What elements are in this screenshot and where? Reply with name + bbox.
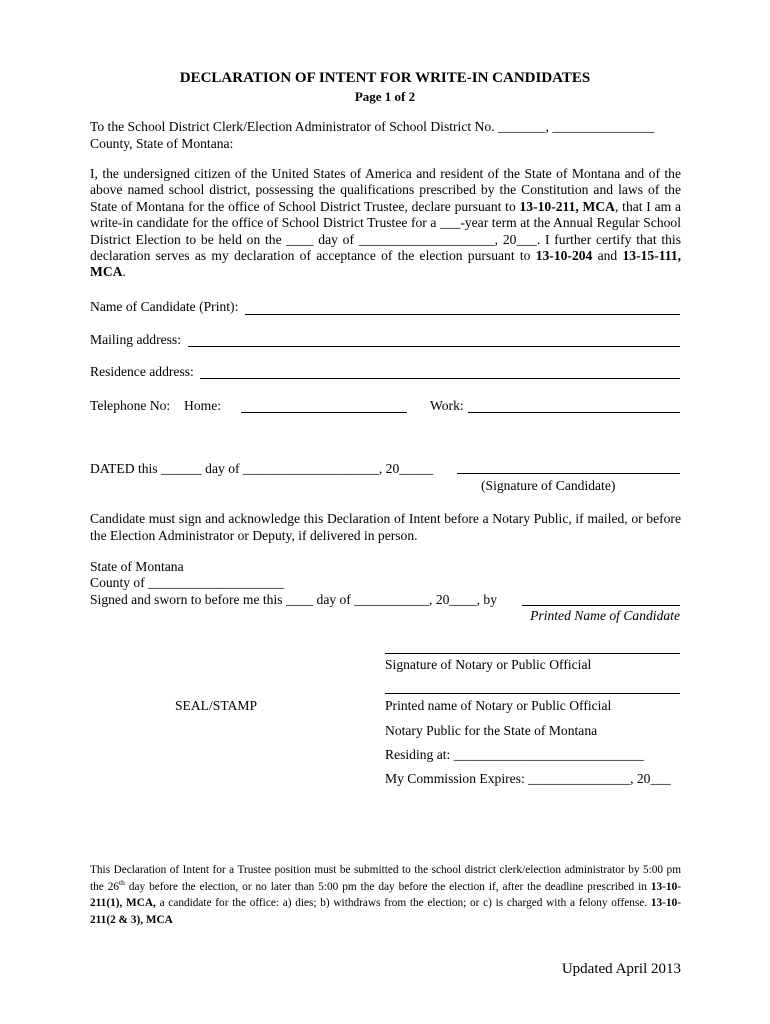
page-label: Page 1 of 2 (354, 89, 416, 104)
addressee-line-1: To the School District Clerk/Election Administrator of School District No. _______, _______________ (90, 119, 655, 134)
declaration-text-4: . (122, 264, 126, 280)
statute-ref-13-10-211: 13-10-211, MCA (519, 198, 616, 214)
work-phone-field[interactable] (468, 412, 680, 413)
dated-line: DATED this ______ day of ____________________, 20_____ (90, 461, 434, 476)
commission-expires-line: My Commission Expires: _______________, 20___ (385, 771, 671, 786)
home-phone-label: Home: (184, 398, 221, 413)
state-line: State of Montana (90, 559, 184, 574)
printed-name-caption: Printed Name of Candidate (530, 608, 680, 623)
candidate-signature-caption: (Signature of Candidate) (481, 478, 616, 493)
work-phone-label: Work: (430, 398, 464, 413)
candidate-signature-field[interactable] (457, 473, 680, 474)
seal-stamp-label: SEAL/STAMP (175, 698, 258, 713)
footer-note (90, 862, 681, 929)
footer-text-2: day before the election, or no later than 5:00 pm the day before the election if, after the deadline prescribed in (124, 880, 651, 893)
county-line: County of ____________________ (90, 575, 285, 590)
declaration-text-3: and (592, 248, 623, 264)
notary-instruction: Candidate must sign and acknowledge this Declaration of Intent before a Notary Public, if mailed, or before the Election Administrator or Deputy, if delivered in person. (90, 511, 681, 543)
residence-address-field[interactable] (200, 378, 680, 379)
residence-address-label: Residence address: (90, 364, 194, 379)
document-title: DECLARATION OF INTENT FOR WRITE-IN CANDIDATES (179, 70, 591, 86)
notary-printed-caption: Printed name of Notary or Public Official (385, 698, 612, 713)
mailing-address-label: Mailing address: (90, 332, 181, 347)
notary-printed-name-field[interactable] (385, 693, 680, 694)
residing-at-line: Residing at: ____________________________ (385, 747, 645, 762)
footer-statute-ref-1: 13-10-211(1), MCA, (90, 880, 681, 910)
statute-ref-13-15-111: 13-15-111, MCA (90, 248, 682, 280)
addressee-line-2: County, State of Montana: (90, 136, 234, 151)
printed-candidate-name-field[interactable] (522, 605, 680, 606)
telephone-label: Telephone No: (90, 398, 171, 413)
footer-statute-ref-2: 13-10-211(2 & 3), MCA (90, 897, 681, 927)
updated-date: Updated April 2013 (561, 961, 681, 977)
notary-for-state: Notary Public for the State of Montana (385, 723, 598, 738)
footer-text-3: a candidate for the office: a) dies; b) withdraws from the election; or c) is charged with a felony offense. (155, 897, 651, 910)
candidate-name-field[interactable] (245, 314, 680, 315)
sworn-line: Signed and sworn to before me this ____ day of ___________, 20____, by (90, 592, 498, 607)
footer-superscript: th (119, 877, 125, 887)
notary-signature-field[interactable] (385, 653, 680, 654)
declaration-text-2: , that I am a write-in candidate for the office of School District Trustee for a ___-year term at the Annual Regular School District Election to be held on the ____ day of ____________________, 20___. I further certify that this declaration serves as my declaration of acceptance of the election pursuant to (90, 198, 681, 264)
candidate-name-label: Name of Candidate (Print): (90, 299, 239, 314)
statute-ref-13-10-204: 13-10-204 (535, 248, 593, 264)
home-phone-field[interactable] (241, 412, 407, 413)
declaration-paragraph (90, 166, 681, 281)
declaration-text-1: I, the undersigned citizen of the United States of America and resident of the State of Montana and of the above named school district, possessing the qualifications prescribed by the Constitution and laws of the State of Montana for the office of School District Trustee, declare pursuant to (90, 166, 681, 214)
notary-signature-caption: Signature of Notary or Public Official (385, 657, 592, 672)
footer-text-1: This Declaration of Intent for a Trustee position must be submitted to the school district clerk/election administrator by 5:00 pm the 26 (90, 864, 681, 893)
mailing-address-field[interactable] (188, 346, 680, 347)
